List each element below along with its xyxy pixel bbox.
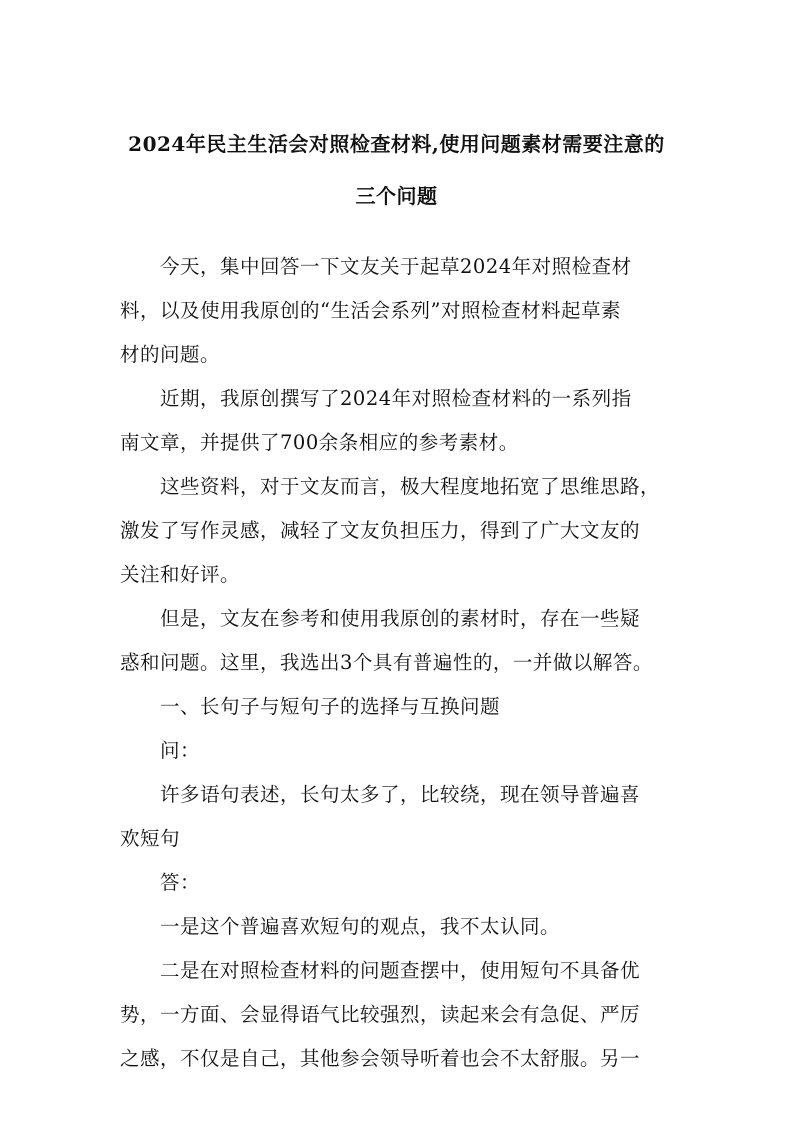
paragraph-line: 材的问题。 (120, 343, 221, 366)
paragraph-line: 激发了写作灵感，减轻了文友负担压力，得到了广大文友的 (120, 519, 641, 542)
document-title-line-2: 三个问题 (355, 184, 438, 208)
paragraph-line: 南文章，并提供了700余条相应的参考素材。 (120, 431, 519, 454)
document-title-line-1: 2024年民主生活会对照检查材料,使用问题素材需要注意的 (128, 132, 665, 156)
section-heading: 一、长句子与短句子的选择与互换问题 (160, 695, 501, 718)
paragraph-line: 近期，我原创撰写了2024年对照检查材料的一系列指 (160, 387, 632, 410)
paragraph-line: 惑和问题。这里，我选出3个具有普遍性的，一并做以解答。 (120, 651, 653, 674)
answer-label: 答： (160, 871, 201, 894)
paragraph-line: 关注和好评。 (120, 563, 241, 586)
paragraph-line: 料，以及使用我原创的“生活会系列”对照检查材料起草素 (120, 299, 621, 322)
paragraph-line: 之感，不仅是自己，其他参会领导听着也会不太舒服。另一 (120, 1047, 641, 1070)
paragraph-line: 但是，文友在参考和使用我原创的素材时，存在一些疑 (160, 607, 641, 630)
paragraph-line: 今天，集中回答一下文友关于起草2024年对照检查材 (160, 255, 632, 278)
paragraph-line: 一是这个普遍喜欢短句的观点，我不太认同。 (160, 915, 561, 938)
paragraph-line: 许多语句表述，长句太多了，比较绕，现在领导普遍喜 (160, 783, 641, 806)
question-label: 问： (160, 739, 201, 762)
paragraph-line: 欢短句 (120, 827, 181, 850)
paragraph-line: 二是在对照检查材料的问题查摆中，使用短句不具备优 (160, 959, 641, 982)
paragraph-line: 这些资料，对于文友而言，极大程度地拓宽了思维思路， (160, 475, 661, 498)
paragraph-line: 势，一方面、会显得语气比较强烈，读起来会有急促、严厉 (120, 1003, 641, 1026)
